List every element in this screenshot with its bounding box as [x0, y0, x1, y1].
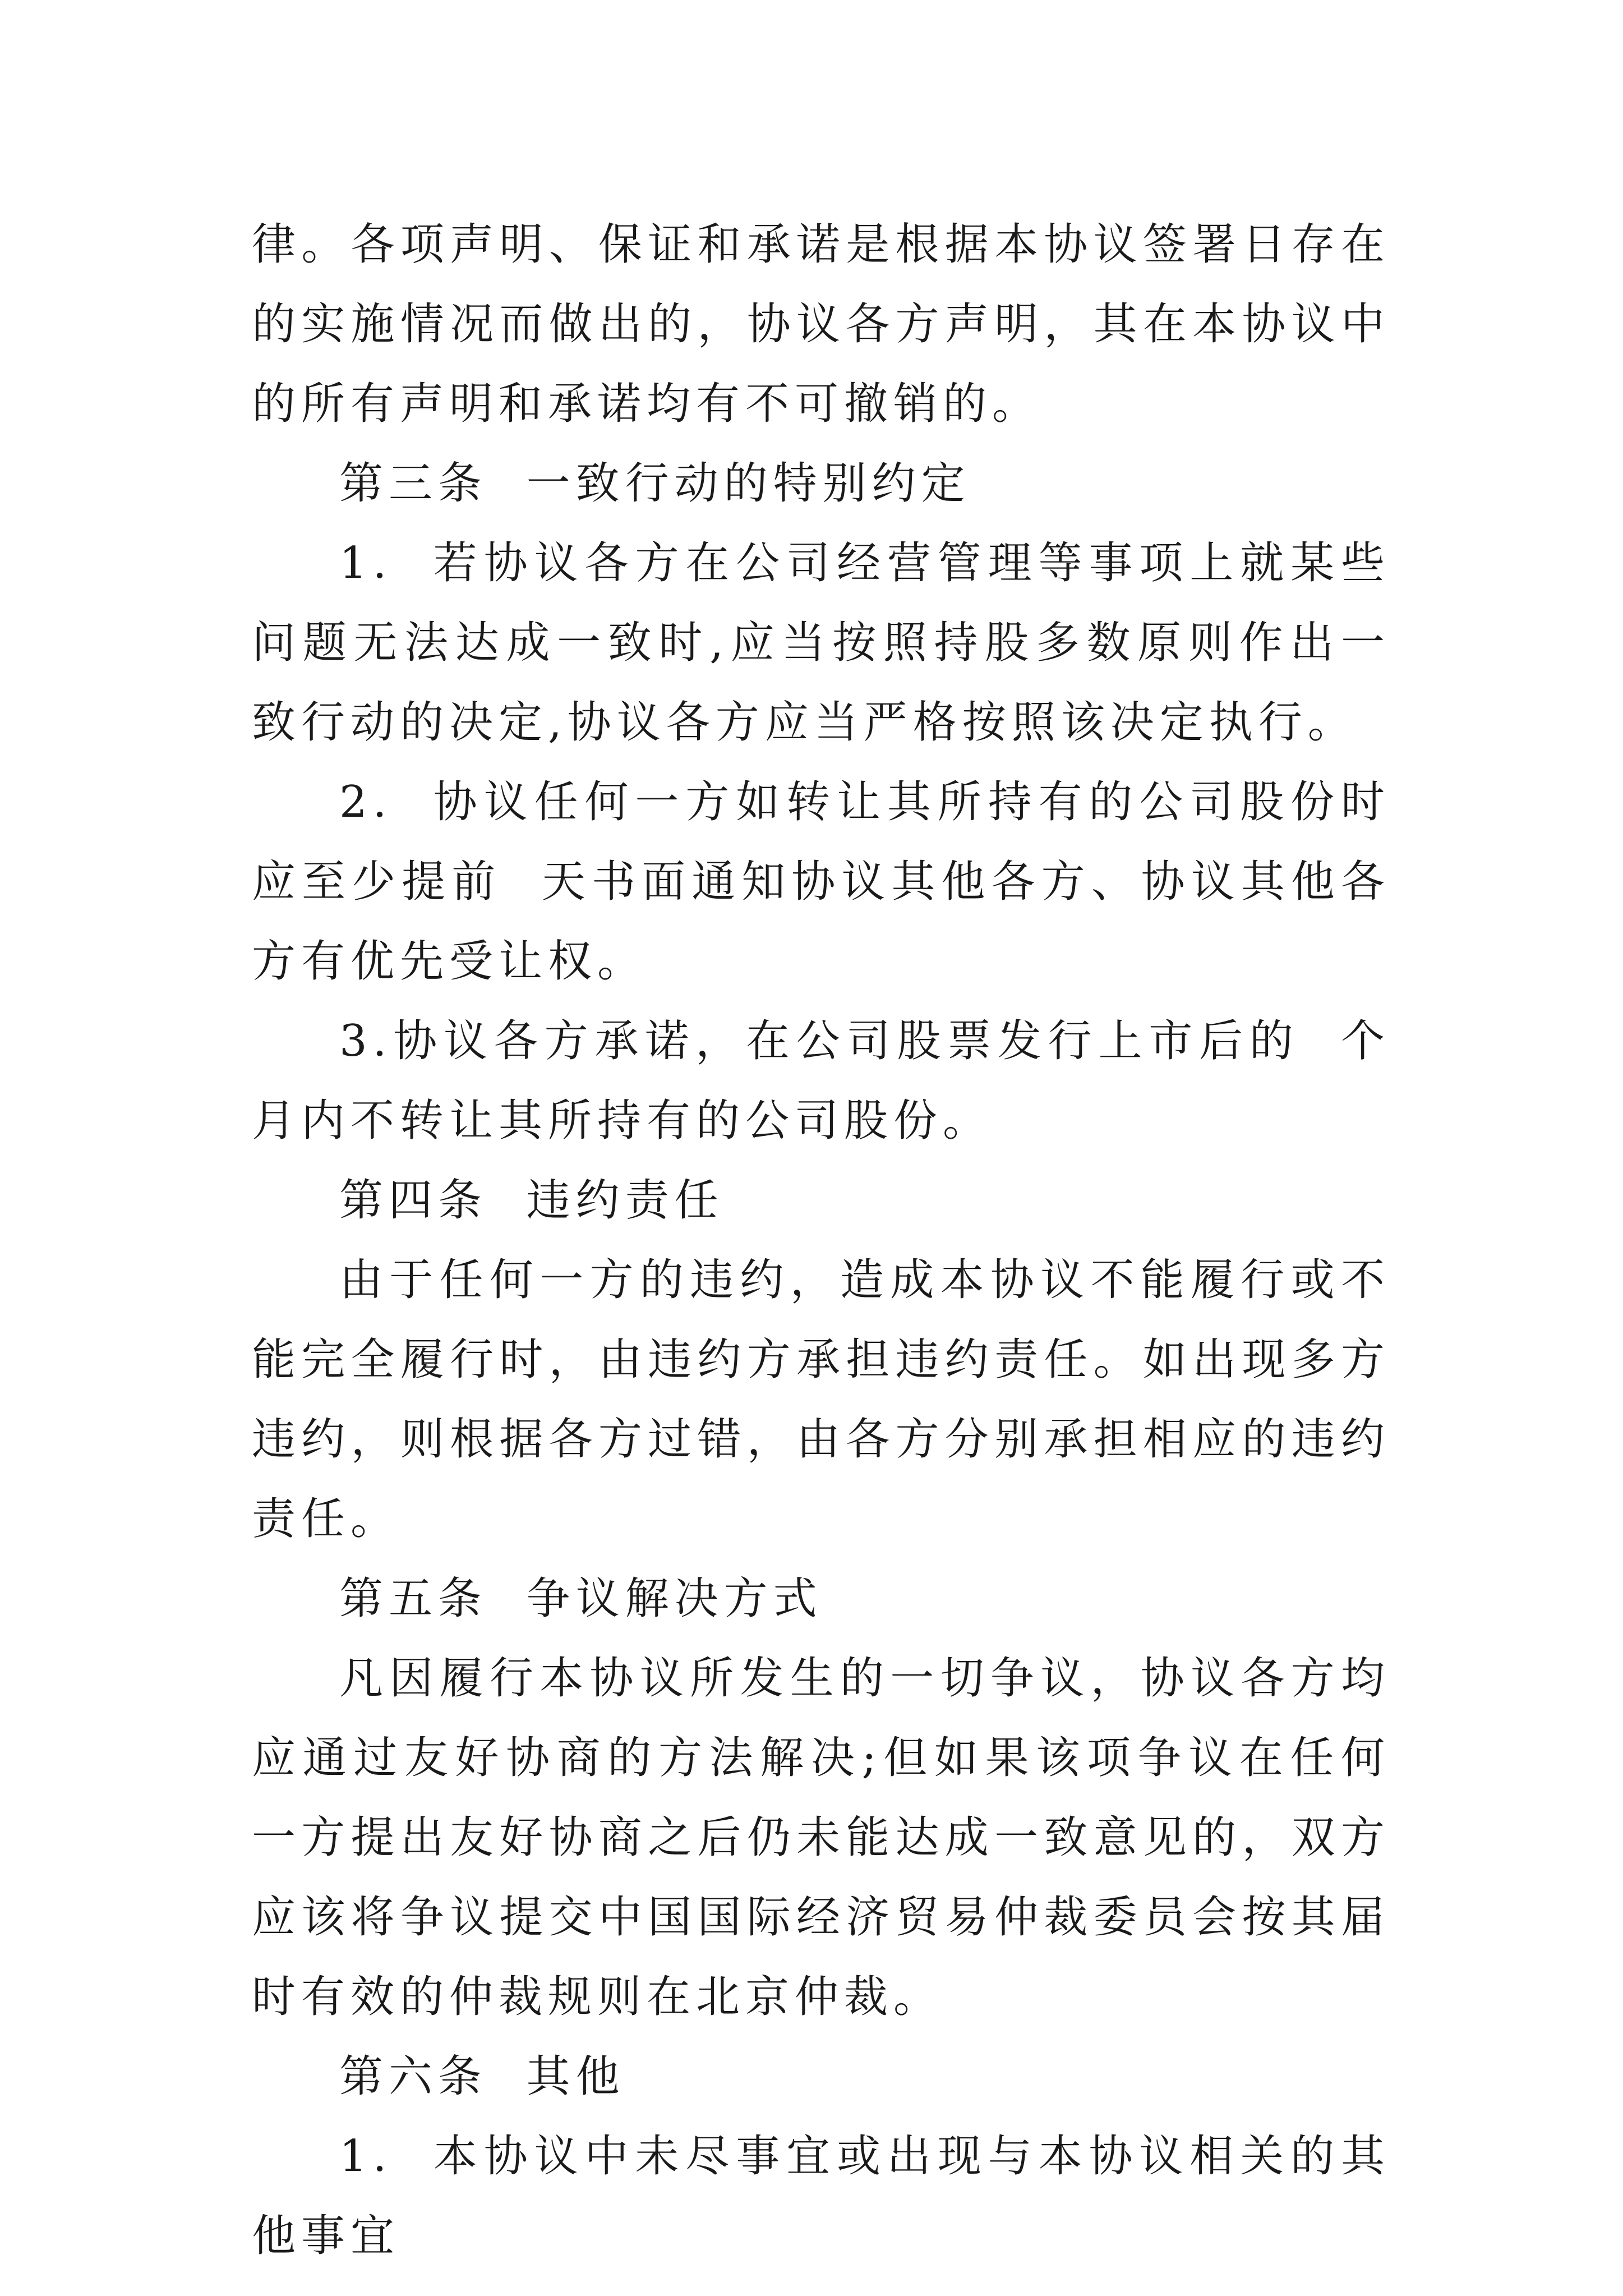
article-4-body: 由于任何一方的违约，造成本协议不能履行或不能完全履行时，由违约方承担违约责任。如出现多方违约，则根据各方过错，由各方分别承担相应的违约责任。 [252, 1255, 1390, 1544]
article-5-body: 凡因履行本协议所发生的一切争议，协议各方均应通过友好协商的方法解决;但如果该项争议在任何一方提出友好协商之后仍未能达成一致意见的，双方应该将争议提交中国国际经济贸易仲裁委员会按其届时有效的仲裁规则在北京仲裁。 [252, 1653, 1390, 2022]
paragraph-declarations: 律。各项声明、保证和承诺是根据本协议签署日存在的实施情况而做出的，协议各方声明，其在本协议中的所有声明和承诺均有不可撤销的。 [252, 219, 1390, 429]
article-3-clause-2: 2. 协议任何一方如转让其所持有的公司股份时应至少提前 天书面通知协议其他各方、协议其他各方有优先受让权。 [252, 777, 1390, 987]
article-4-heading: 第四条 违约责任 [339, 1175, 724, 1226]
article-6-heading: 第六条 其他 [339, 2051, 625, 2102]
article-6-clause-1: 1. 本协议中未尽事宜或出现与本协议相关的其他事宜 [252, 2131, 1390, 2261]
article-3-clause-3: 3.协议各方承诺，在公司股票发行上市后的 个月内不转让其所持有的公司股份。 [252, 1016, 1390, 1146]
article-5-heading: 第五条 争议解决方式 [339, 1573, 823, 1624]
article-3-clause-1: 1. 若协议各方在公司经营管理等事项上就某些问题无法达成一致时,应当按照持股多数原则作出一致行动的决定,协议各方应当严格按照该决定执行。 [252, 538, 1390, 748]
article-3-heading: 第三条 一致行动的特别约定 [339, 458, 971, 509]
document-page [252, 205, 1390, 2276]
